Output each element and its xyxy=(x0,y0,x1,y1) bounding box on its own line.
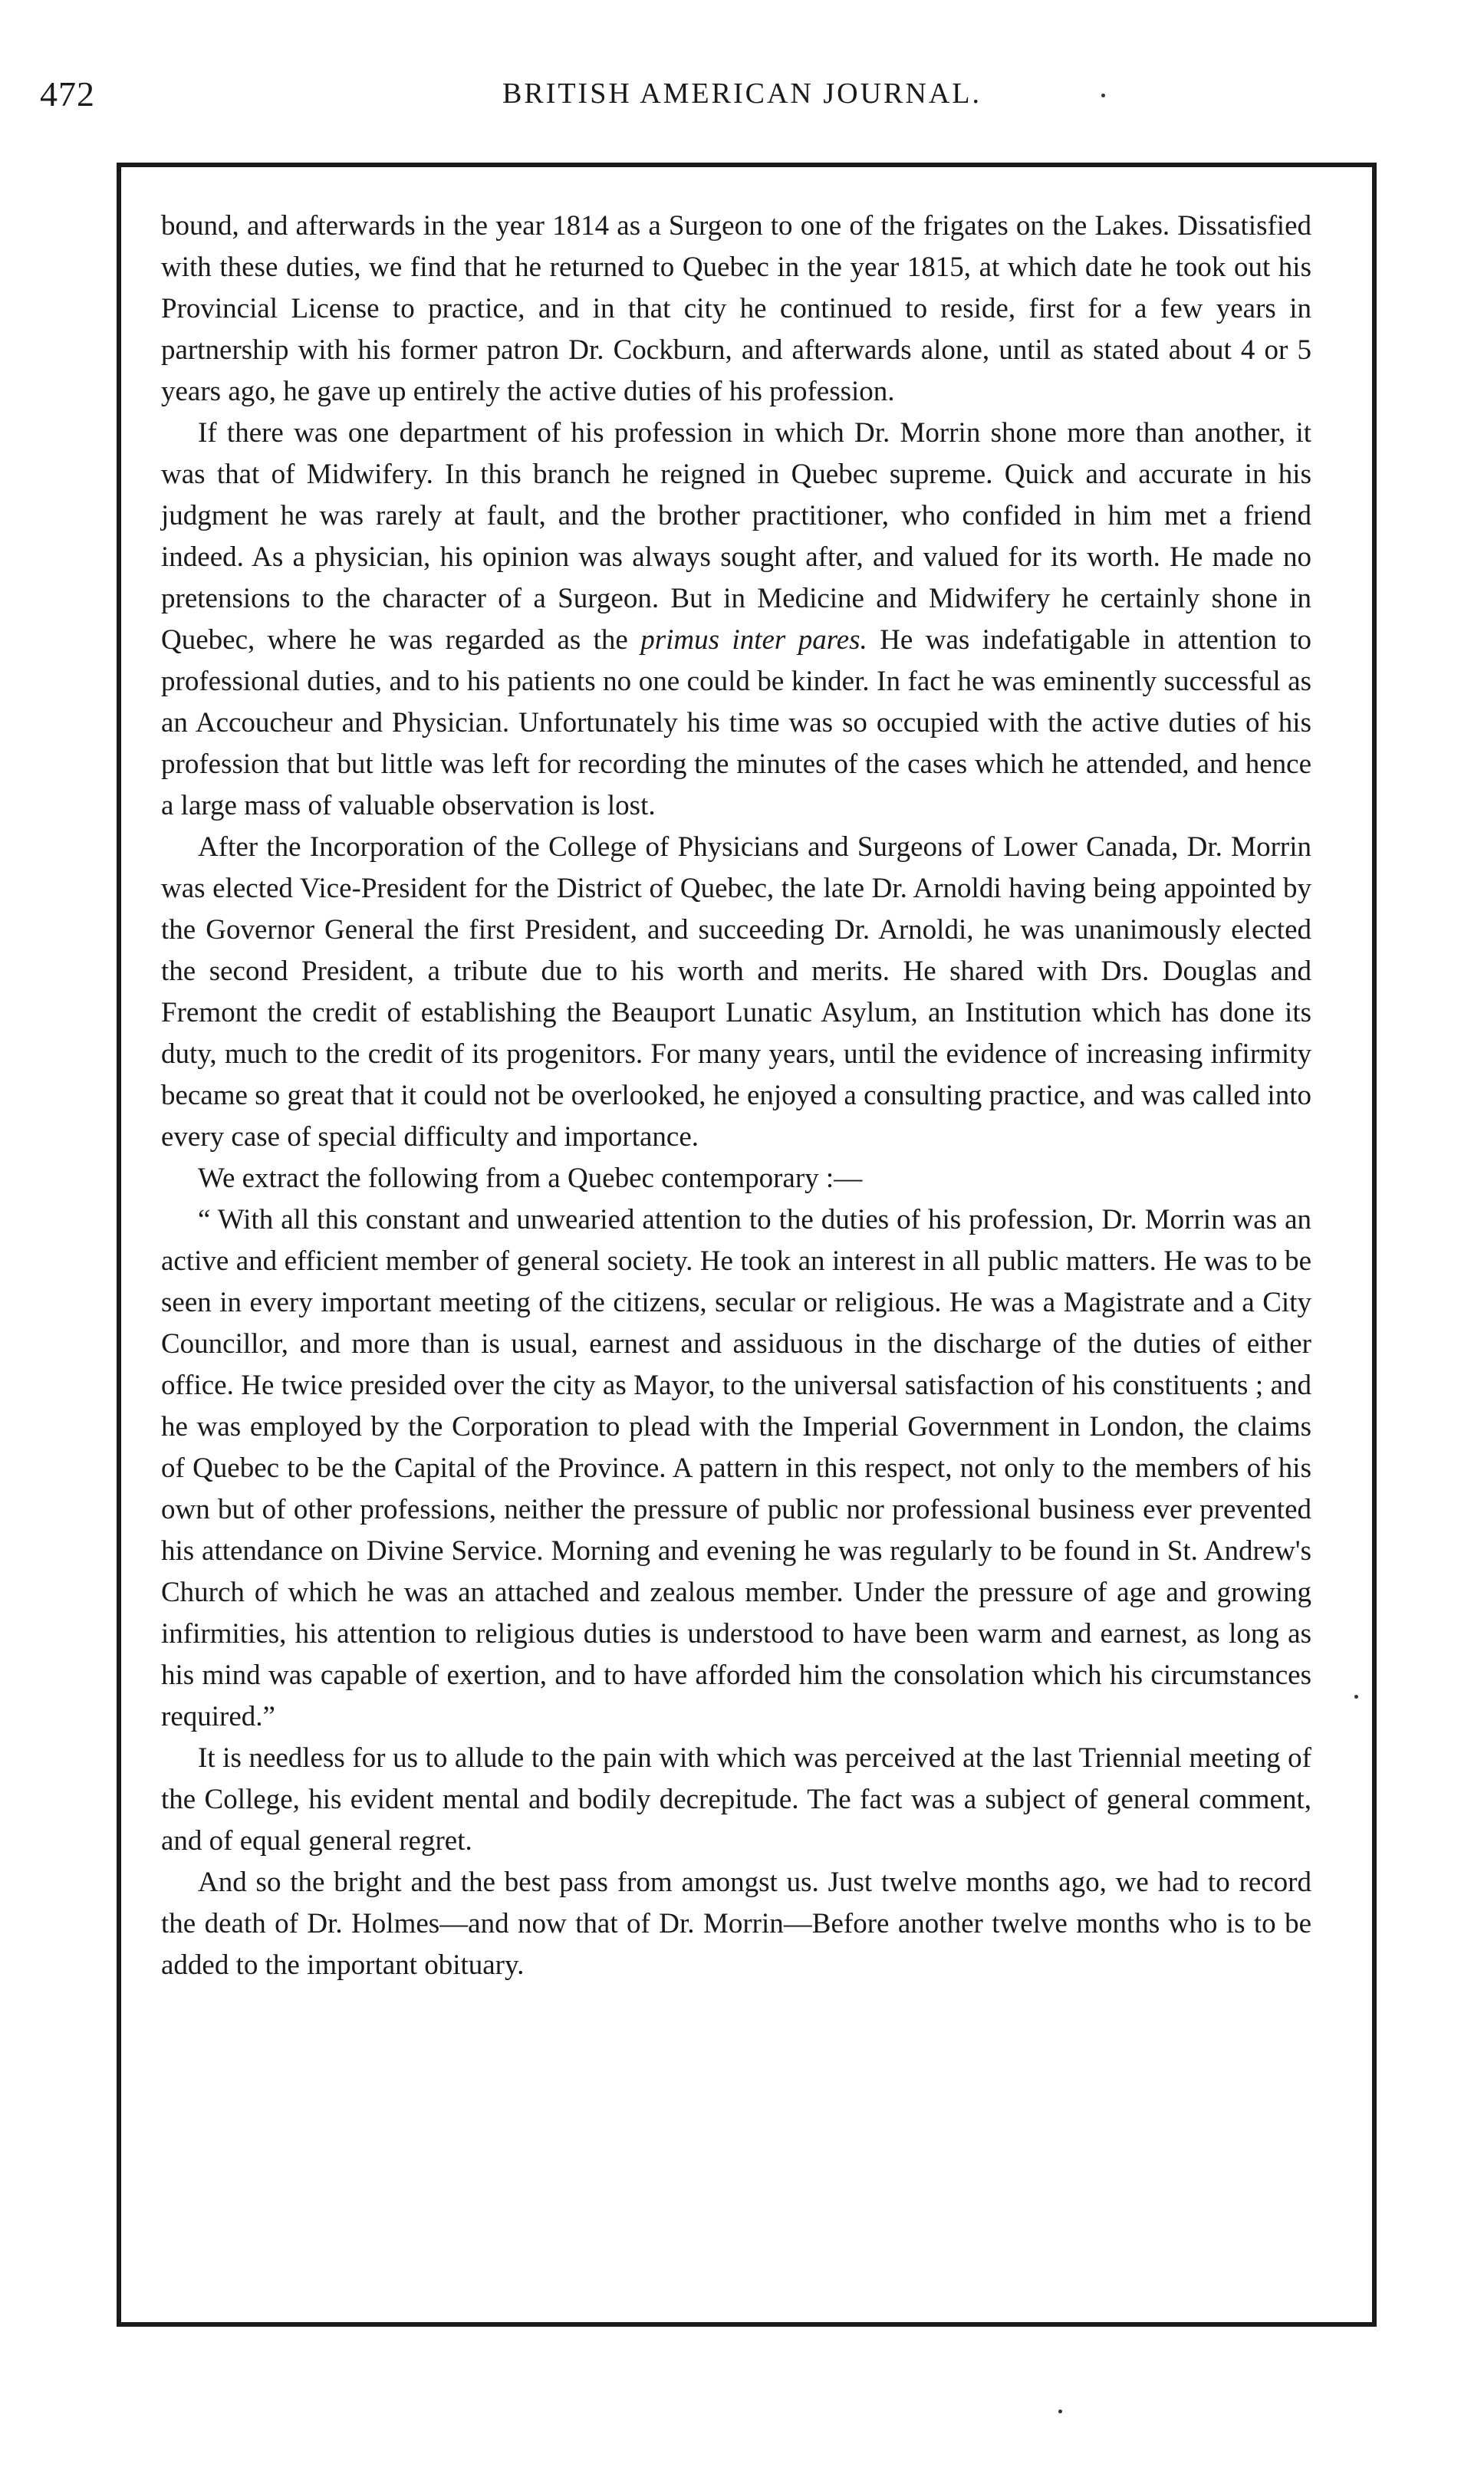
latin-phrase: primus inter pares. xyxy=(640,624,867,656)
paragraph-2-text: If there was one department of his profession in which Dr. Morrin shone more than another, it was that of Midwifery. In this branch he reigned in Quebec supreme. Quick and accurate in his judgment he was rarely at fault, and the brother practitioner, who confided in him met a friend indeed. As a physician, his opinion was always sought after, and valued for its worth. He made no pretensions to the character of a Surgeon. But in Medicine and Midwifery he certainly shone in Quebec, where he was regarded as the xyxy=(161,417,1311,656)
paragraph-6: It is needless for us to allude to the pain with which was perceived at the last Triennial meeting of the College, his evident mental and bodily decrepitude. The fact was a subject of general comment, and of equal general regret. xyxy=(161,1742,1311,1857)
print-speck xyxy=(1101,94,1105,97)
paragraph-7: And so the bright and the best pass from amongst us. Just twelve months ago, we had to record the death of Dr. Holmes—and now that of Dr. Morrin—Before another twelve months who is to be added to the important obituary. xyxy=(161,1867,1311,1981)
article-body xyxy=(161,206,1311,1986)
print-speck xyxy=(1058,2410,1062,2413)
paragraph-2-continuation: He was indefatigable in attention to professional duties, and to his patients no one could be kinder. In fact he was eminently successful as an Accoucheur and Physician. Unfortunately his time was so occupied with the active duties of his profession that but little was left for recording the minutes of the cases which he attended, and hence a large mass of valuable observation is lost. xyxy=(161,624,1311,821)
paragraph-4: We extract the following from a Quebec contemporary :— xyxy=(198,1163,863,1194)
running-head: BRITISH AMERICAN JOURNAL. xyxy=(502,77,982,110)
page-number: 472 xyxy=(40,74,95,113)
paragraph-2 xyxy=(161,413,1311,827)
quotation-paragraph: “ With all this constant and unwearied attention to the duties of his profession, Dr. Morrin was an active and efficient member of general society. He took an interest in all public matters. He was to be seen in every important meeting of the citizens, secular or religious. He was a Magistrate and a City Councillor, and more than is usual, earnest and assiduous in the discharge of the duties of either office. He twice presided over the city as Mayor, to the universal satisfaction of his constituents ; and he was employed by the Corporation to plead with the Imperial Government in London, the claims of Quebec to be the Capital of the Province. A pattern in this respect, not only to the members of his own but of other professions, neither the pressure of public nor professional business ever prevented his attendance on Divine Service. Morning and evening he was regularly to be found in St. Andrew's Church of which he was an attached and zealous member. Under the pressure of age and growing infirmities, his attention to religious duties is understood to have been warm and earnest, as long as his mind was capable of exertion, and to have afforded him the consolation which his circumstances required.” xyxy=(161,1204,1311,1732)
paragraph-3: After the Incorporation of the College of Physicians and Surgeons of Lower Canada, Dr. Morrin was elected Vice-President for the District of Quebec, the late Dr. Arnoldi having being appointed by the Governor General the first President, and succeeding Dr. Arnoldi, he was unanimously elected the second President, a tribute due to his worth and merits. He shared with Drs. Douglas and Fremont the credit of establishing the Beauport Lunatic Asylum, an Institution which has done its duty, much to the credit of its progenitors. For many years, until the evidence of increasing infirmity became so great that it could not be overlooked, he enjoyed a consulting practice, and was called into every case of special difficulty and importance. xyxy=(161,831,1311,1153)
paragraph-1: bound, and afterwards in the year 1814 as a Surgeon to one of the frigates on the Lakes. Dissatisfied with these duties, we find that he returned to Quebec in the year 1815, at which date he took out his Provincial License to practice, and in that city he continued to reside, first for a few years in partnership with his former patron Dr. Cockburn, and afterwards alone, until as stated about 4 or 5 years ago, he gave up entirely the active duties of his profession. xyxy=(161,210,1311,407)
print-speck xyxy=(1354,1695,1358,1699)
